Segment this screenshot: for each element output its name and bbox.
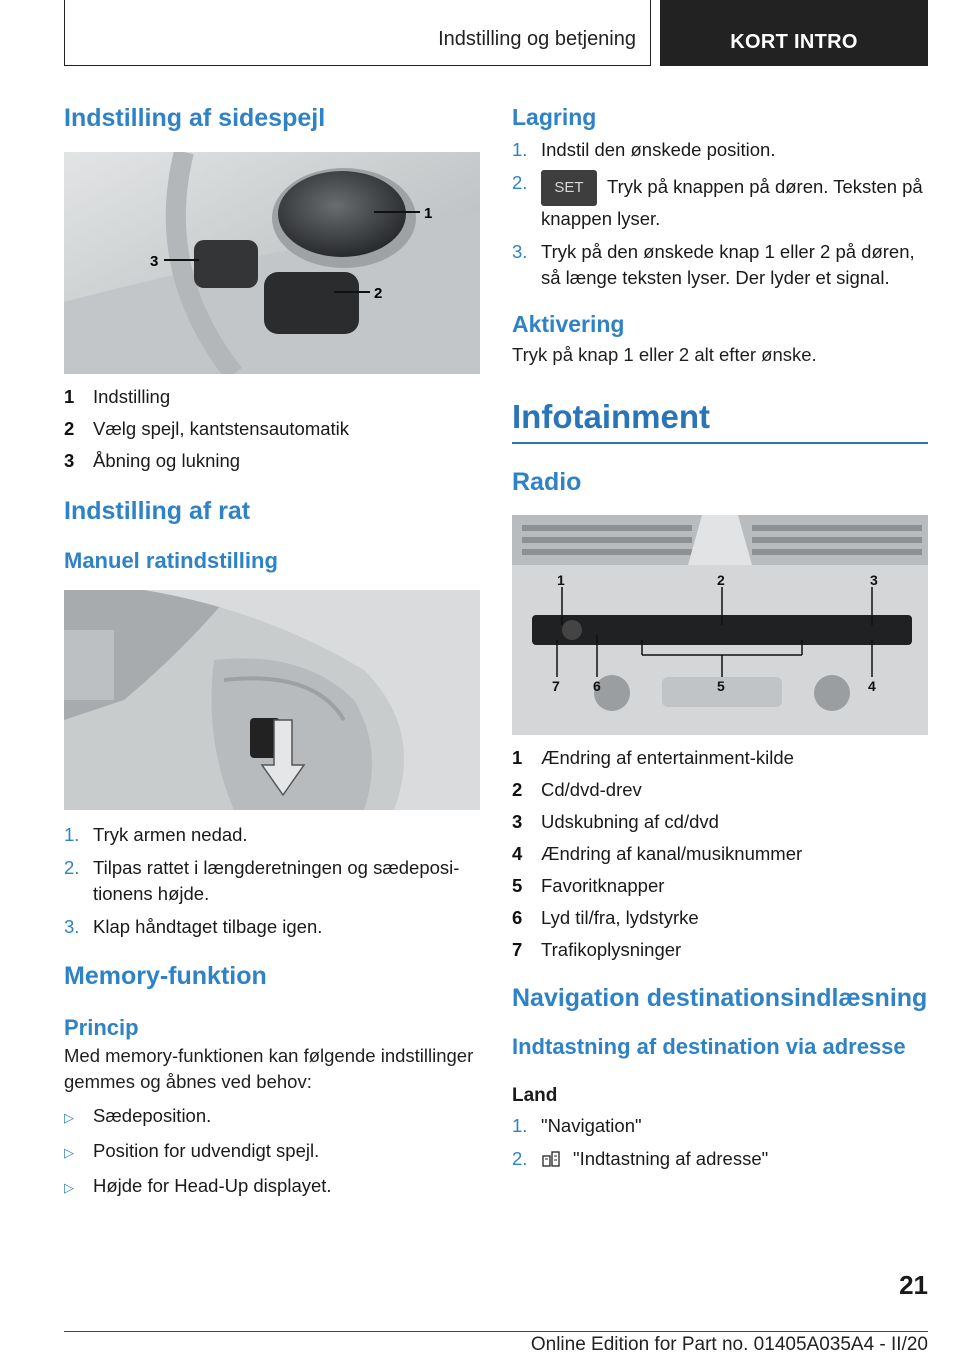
principle-heading: Princip (64, 1015, 139, 1040)
list-item: 4 Ændring af kanal/musiknummer (512, 843, 803, 864)
mirror-select-switch (264, 272, 359, 334)
mirror-figure (64, 152, 480, 374)
header-chapter-tab: KORT INTRO (660, 0, 928, 66)
list-item: 3 Udskubning af cd/dvd (512, 811, 719, 832)
radio-callout-3: 3 (870, 572, 878, 588)
navigation-steps (512, 1113, 928, 1172)
list-item: ▷ Højde for Head-Up displayet. (64, 1175, 332, 1196)
section-divider (512, 442, 928, 444)
wheel-heading: Indstilling af rat (64, 497, 251, 525)
navigation-heading: Navigation destinationsindlæsning (512, 984, 928, 1012)
wheel-subheading: Manuel ratindstilling (64, 548, 278, 573)
list-item: 7 Trafikoplysninger (512, 939, 682, 960)
radio-callout-2: 2 (717, 572, 725, 588)
header-section-box (64, 0, 651, 66)
list-item: 1. Tryk armen nedad. (64, 824, 248, 845)
list-item: 2. "Indtastning af adresse" (512, 1148, 769, 1169)
storage-steps (512, 137, 928, 291)
header-section-title: Indstilling og betjening (438, 28, 636, 50)
list-item: 3. Tryk på den ønskede knap 1 eller 2 på døren, så længe teksten lyser. Der lyder et signal. (512, 241, 915, 288)
radio-heading: Radio (512, 468, 582, 496)
wheel-steps (64, 822, 480, 940)
navigation-subheading: Indtastning af destination via adresse (512, 1034, 906, 1059)
activation-text: Tryk på knap 1 eller 2 alt efter ønske. (512, 344, 817, 365)
radio-legend (512, 745, 928, 963)
list-item: 3 Åbning og lukning (64, 450, 241, 471)
footer-edition: Online Edition for Part no. 01405A035A4 - II/20 (530, 1334, 928, 1355)
mirror-callout-1: 1 (424, 205, 433, 222)
list-item: ▷ Position for udvendigt spejl. (64, 1140, 320, 1161)
wheel-figure (64, 590, 480, 810)
list-item: 3. Klap håndtaget tilbage igen. (64, 916, 323, 937)
mirror-callout-3: 3 (150, 253, 159, 270)
storage-heading: Lagring (512, 104, 597, 130)
radio-callout-1: 1 (557, 572, 565, 588)
list-item: 2 Cd/dvd-drev (512, 779, 642, 800)
mirror-callout-2: 2 (374, 285, 383, 302)
list-item: 2. Tilpas rattet i længderetningen og sædepositionens højde. (64, 857, 460, 904)
list-item: 1 Indstilling (64, 386, 171, 407)
mirror-legend (64, 384, 480, 474)
list-item: 2. SET Tryk på knappen på døren. Teksten på knappen lyser. (512, 172, 923, 229)
page-number: 21 (899, 1270, 928, 1300)
activation-heading: Aktivering (512, 311, 625, 337)
radio-callout-4: 4 (868, 678, 876, 694)
list-item: 1. Indstil den ønskede position. (512, 139, 776, 160)
memory-heading: Memory-funktion (64, 962, 267, 990)
list-item: ▷ Sædeposition. (64, 1105, 212, 1126)
memory-bullets (64, 1103, 480, 1201)
mirror-fold-button (194, 240, 258, 288)
radio-figure (512, 515, 928, 735)
right-column (512, 100, 928, 1179)
mirror-adjust-knob (278, 171, 406, 257)
infotainment-heading: Infotainment (512, 398, 710, 435)
principle-text: Med memory-funktionen kan følgende indstillinger gemmes og åbnes ved behov: (64, 1045, 474, 1092)
page-header (64, 0, 928, 66)
mirror-heading: Indstilling af sidespejl (64, 104, 326, 132)
footer-divider (64, 1331, 928, 1332)
radio-callout-6: 6 (593, 678, 601, 694)
land-heading: Land (512, 1085, 558, 1106)
list-item: 1 Ændring af entertainment-kilde (512, 747, 794, 768)
list-item: 6 Lyd til/fra, lydstyrke (512, 907, 699, 928)
radio-callout-5: 5 (717, 678, 725, 694)
set-button-icon: SET (541, 170, 597, 206)
radio-callout-7: 7 (552, 678, 560, 694)
address-entry-icon (541, 1148, 561, 1168)
list-item: 1. "Navigation" (512, 1115, 642, 1136)
list-item: 2 Vælg spejl, kantstensautomatik (64, 418, 350, 439)
left-column (64, 100, 480, 1208)
list-item: 5 Favoritknapper (512, 875, 665, 896)
